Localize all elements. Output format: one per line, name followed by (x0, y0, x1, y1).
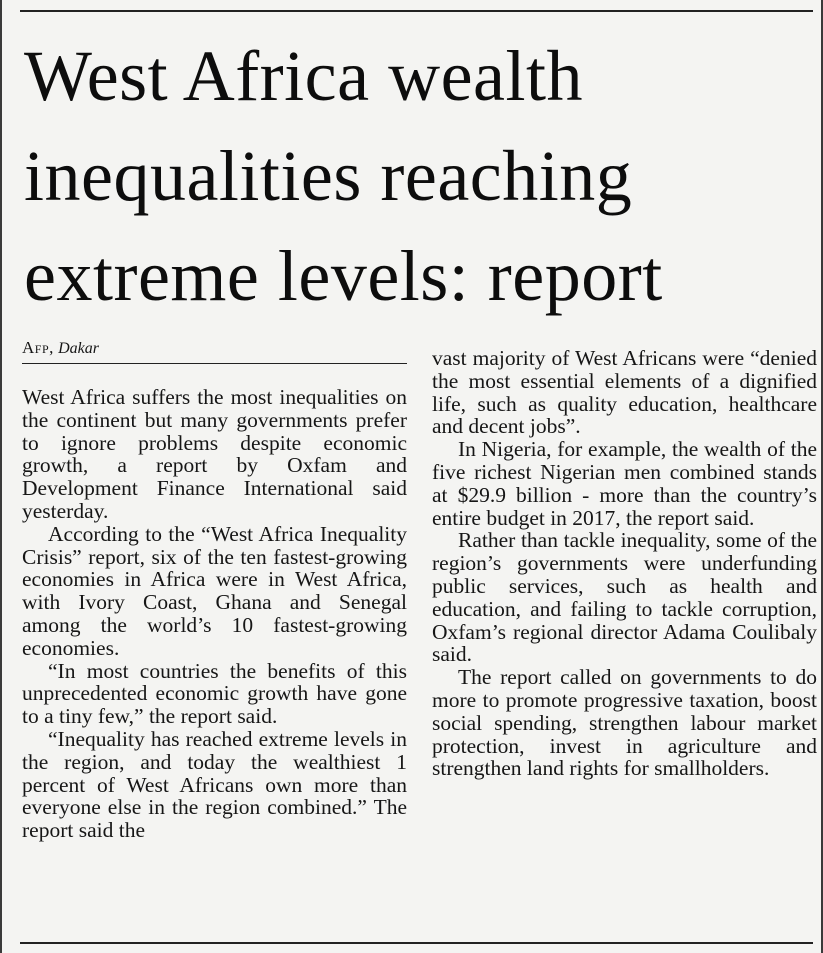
article-headline: West Africa wealth inequalities reaching extreme levels: report (24, 36, 663, 316)
column2-paragraph: In Nigeria, for example, the wealth of the five richest Nigerian men combined stands at $29.9 billion - more than the country’s entire budget in 2017, the report said. (432, 437, 817, 530)
article-column-1 (22, 386, 407, 842)
article-byline (22, 338, 407, 364)
column1-paragraph: According to the “West Africa Inequality Crisis” report, six of the ten fastest-growing economies in Africa were in West Africa, with Ivory Coast, Ghana and Senegal among the world’s 10 fastest-growing economies. (22, 521, 407, 660)
column2-paragraph: vast majority of West Africans were “denied the most essential elements of a dignified life, such as quality education, healthcare and decent jobs”. (432, 346, 817, 439)
column1-paragraph: West Africa suffers the most inequalities on the continent but many governments prefer to ignore problems despite economic growth, a report by Oxfam and Development Finance International said yesterday. (22, 385, 407, 523)
column1-paragraph: “Inequality has reached extreme levels in the region, and today the wealthiest 1 percent of West Africans own more than everyone else in the region combined.” The report said the (22, 726, 407, 843)
byline-place: Dakar (58, 340, 100, 357)
byline-agency: Afp, (22, 338, 54, 357)
article-column-2 (432, 347, 817, 780)
column2-paragraph: Rather than tackle inequality, some of the region’s governments were underfunding public services, such as health and education, and failing to tackle corruption, Oxfam’s regional director Adama Coulibaly said. (432, 528, 817, 667)
top-rule (20, 10, 813, 12)
bottom-rule (20, 942, 813, 944)
column2-paragraph: The report called on governments to do more to promote progressive taxation, boost social spending, strengthen labour market protection, invest in agriculture and strengthen land rights for smallholders. (432, 665, 817, 781)
column1-paragraph: “In most countries the benefits of this unprecedented economic growth have gone to a tiny few,” the report said. (22, 658, 407, 729)
